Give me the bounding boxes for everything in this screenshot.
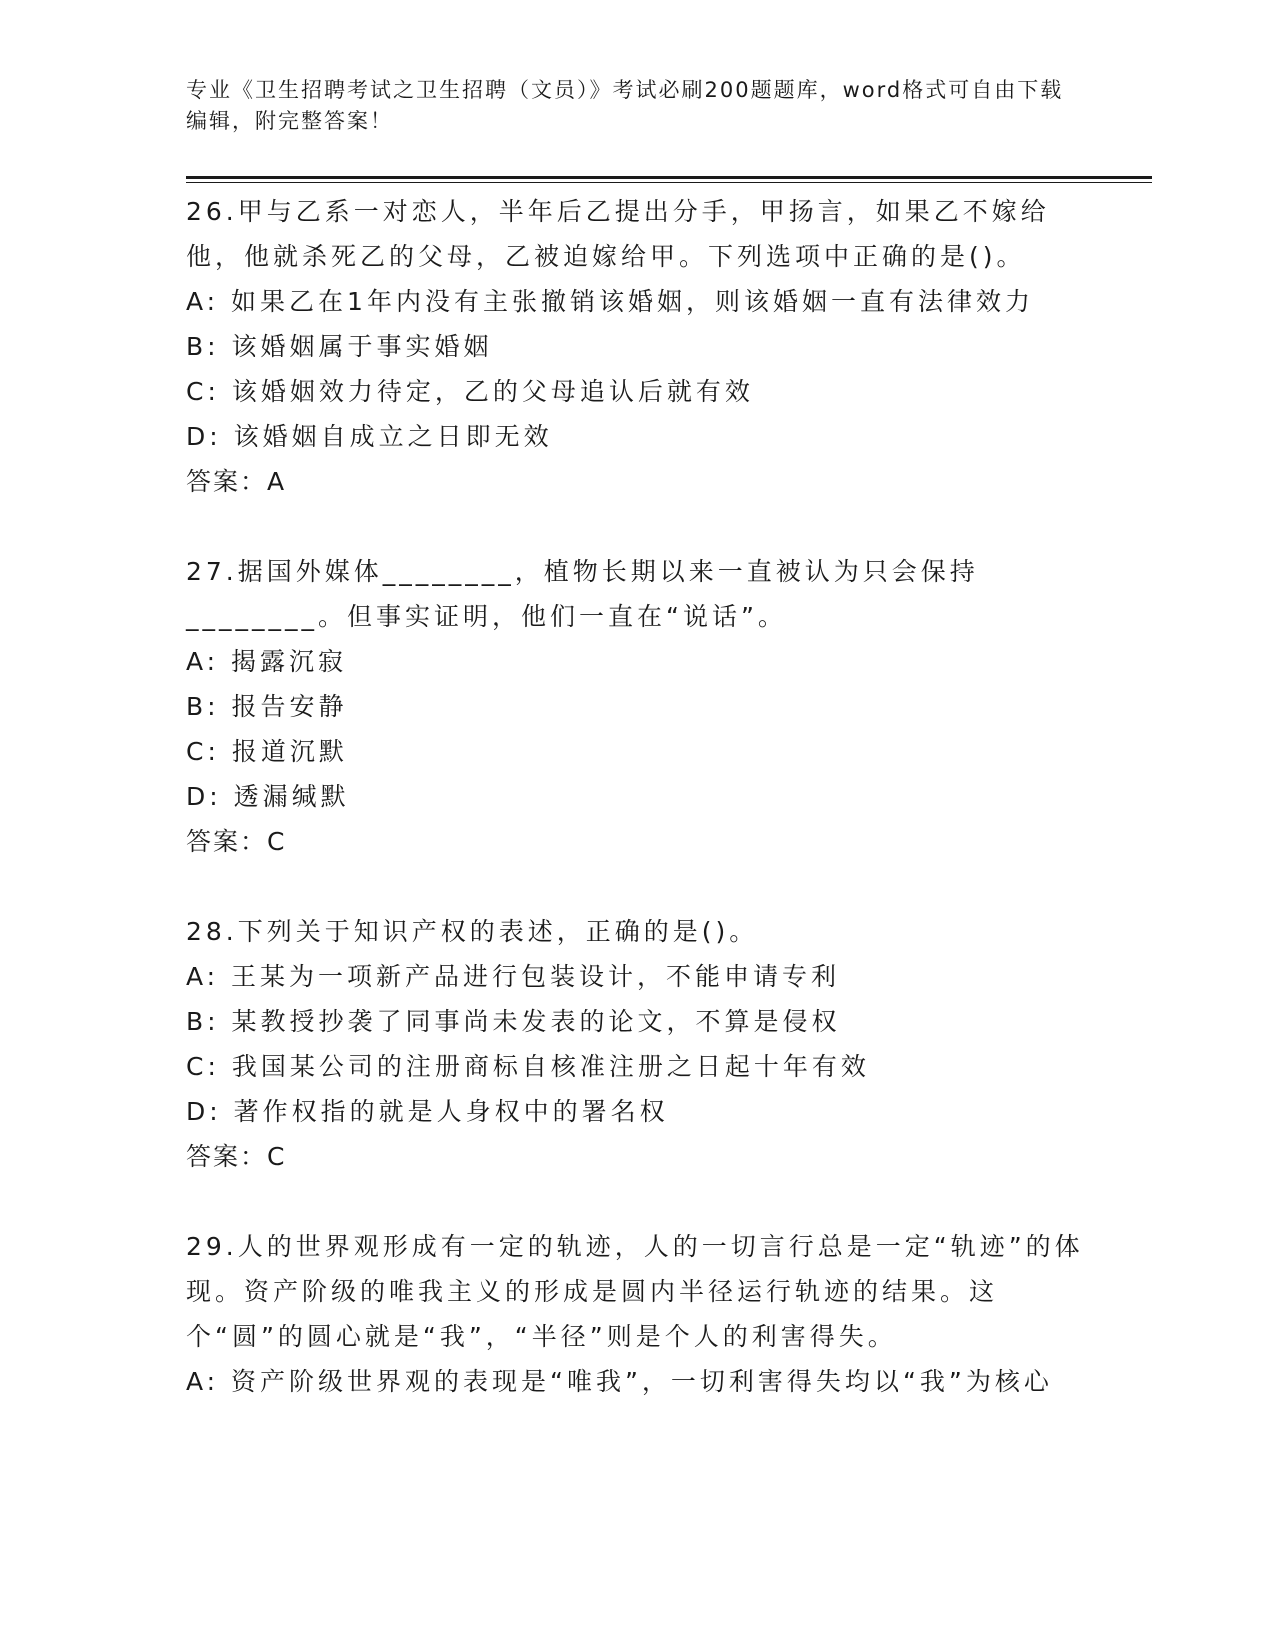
option-d: D: 该婚姻自成立之日即无效 bbox=[186, 422, 553, 451]
option-b: B: 该婚姻属于事实婚姻 bbox=[186, 332, 493, 361]
option-c: C: 报道沉默 bbox=[186, 737, 348, 766]
question-28 bbox=[186, 909, 1086, 1179]
option-d: D: 著作权指的就是人身权中的署名权 bbox=[186, 1097, 669, 1126]
answer: 答案：C bbox=[186, 1142, 287, 1171]
question-text: 27.据国外媒体________，植物长期以来一直被认为只会保持________。但事实证明，他们一直在“说话”。 bbox=[186, 557, 979, 631]
option-c: C: 该婚姻效力待定，乙的父母追认后就有效 bbox=[186, 377, 754, 406]
header-rule-thin bbox=[186, 182, 1152, 183]
option-a: A: 揭露沉寂 bbox=[186, 647, 348, 676]
header-rule-thick bbox=[186, 176, 1152, 179]
question-text: 29.人的世界观形成有一定的轨迹，人的一切言行总是一定“轨迹”的体现。资产阶级的唯我主义的形成是圆内半径运行轨迹的结果。这个“圆”的圆心就是“我”，“半径”则是个人的利害得失。 bbox=[186, 1232, 1084, 1351]
question-text: 28.下列关于知识产权的表述，正确的是()。 bbox=[186, 917, 759, 946]
option-a: A: 资产阶级世界观的表现是“唯我”，一切利害得失均以“我”为核心 bbox=[186, 1367, 1053, 1396]
answer: 答案：C bbox=[186, 827, 287, 856]
question-27 bbox=[186, 549, 1086, 864]
option-c: C: 我国某公司的注册商标自核准注册之日起十年有效 bbox=[186, 1052, 870, 1081]
question-26 bbox=[186, 189, 1086, 504]
option-b: B: 某教授抄袭了同事尚未发表的论文，不算是侵权 bbox=[186, 1007, 841, 1036]
question-text: 26.甲与乙系一对恋人，半年后乙提出分手，甲扬言，如果乙不嫁给他，他就杀死乙的父母，乙被迫嫁给甲。下列选项中正确的是()。 bbox=[186, 197, 1050, 271]
question-list bbox=[186, 189, 1086, 1449]
question-29 bbox=[186, 1224, 1086, 1404]
option-b: B: 报告安静 bbox=[186, 692, 348, 721]
option-a: A: 如果乙在1年内没有主张撤销该婚姻，则该婚姻一直有法律效力 bbox=[186, 287, 1034, 316]
option-a: A: 王某为一项新产品进行包装设计，不能申请专利 bbox=[186, 962, 841, 991]
option-d: D: 透漏缄默 bbox=[186, 782, 350, 811]
answer: 答案：A bbox=[186, 467, 287, 496]
document-header: 专业《卫生招聘考试之卫生招聘（文员）》考试必刷200题题库，word格式可自由下载编辑，附完整答案！ bbox=[186, 78, 1064, 133]
